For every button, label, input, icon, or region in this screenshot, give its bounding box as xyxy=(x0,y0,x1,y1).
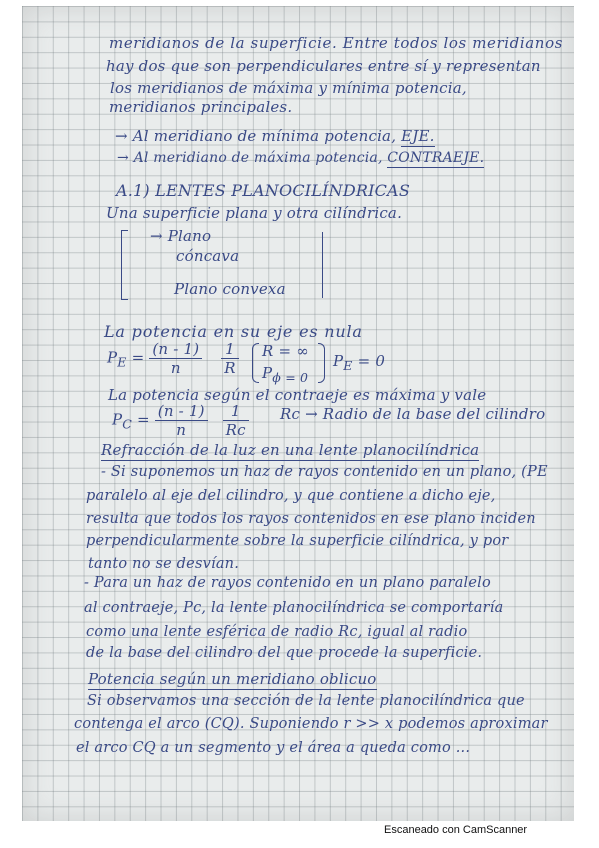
text-line: La potencia en su eje es nula xyxy=(104,322,363,341)
subheading-potencia-oblicuo: Potencia según un meridiano oblicuo xyxy=(88,670,377,688)
fraction: $\frac{1}{R}$ xyxy=(221,340,239,377)
text-line: cóncava xyxy=(176,247,240,265)
emphasis-eje: EJE. xyxy=(401,127,435,145)
text-line: los meridianos de máxima y mínima potencia, xyxy=(110,79,467,97)
formula-note: Rc → Radio de la base del cilindro xyxy=(280,405,546,423)
fraction: $\frac{(n - 1)}{n}$ xyxy=(149,340,202,377)
formula-eje: $P_E$ = $\frac{(n - 1)}{n}$ $\frac{1}{R}$ xyxy=(107,340,239,377)
formula-sub: E xyxy=(117,354,127,370)
text-line: de la base del cilindro del que procede la superficie. xyxy=(86,645,483,661)
lens-diagram-bracket xyxy=(121,230,128,300)
text-line: tanto no se desvían. xyxy=(88,556,240,572)
text-line: al contraeje, Pc, la lente planocilíndrica se comportaría xyxy=(84,600,504,616)
scanner-footer: Escaneado con CamScanner xyxy=(384,824,528,836)
text-line: Plano convexa xyxy=(174,280,286,298)
text-line: resulta que todos los rayos contenidos en ese plano inciden xyxy=(86,511,536,527)
text-line: Si observamos una sección de la lente planocilíndrica que xyxy=(87,693,525,709)
fraction: $\frac{1}{Rc}$ xyxy=(223,402,249,439)
text-span: → Al meridiano de máxima potencia, xyxy=(117,150,383,166)
text-line: como una lente esférica de radio Rc, igual al radio xyxy=(86,624,468,640)
text-line: paralelo al eje del cilindro, y que contiene a dicho eje, xyxy=(86,488,496,504)
text-line xyxy=(117,150,484,166)
lens-diagram-line xyxy=(322,232,323,298)
formula-result: $P_E = 0$ xyxy=(333,352,386,373)
text-line: - Para un haz de rayos contenido en un plano paralelo xyxy=(84,575,491,591)
formula-lhs: P xyxy=(107,348,118,367)
text-line: meridianos principales. xyxy=(109,98,293,116)
text-line: Una superficie plana y otra cilíndrica. xyxy=(106,204,403,222)
text-line xyxy=(115,127,435,145)
text-line: meridianos de la superficie. Entre todos los meridianos xyxy=(109,34,563,52)
brace-right xyxy=(318,343,325,383)
formula-contraeje: $P_C$ = $\frac{(n - 1)}{n}$ $\frac{1}{Rc}$ xyxy=(112,402,249,439)
emphasis-contraeje: CONTRAEJE. xyxy=(387,150,485,166)
brace-left xyxy=(252,343,259,383)
text-line: - Si suponemos un haz de rayos contenido en un plano, (PE xyxy=(101,464,548,480)
text-span: → Al meridiano de mínima potencia, xyxy=(115,127,397,145)
formula-case: $P_{\phi = 0}$ xyxy=(262,364,309,385)
text-line: hay dos que son perpendiculares entre sí y representan xyxy=(106,57,541,75)
text-line: → Plano xyxy=(150,227,212,245)
subheading-refraccion: Refracción de la luz en una lente planocilíndrica xyxy=(101,441,480,459)
text-line: La potencia según el contraeje es máxima y vale xyxy=(108,386,487,404)
text-line: perpendicularmente sobre la superficie cilíndrica, y por xyxy=(86,533,509,549)
formula-case: R = ∞ xyxy=(262,342,309,360)
section-heading: A.1) LENTES PLANOCILÍNDRICAS xyxy=(116,181,410,200)
text-line: contenga el arco (CQ). Suponiendo r >> x podemos aproximar xyxy=(74,716,548,732)
fraction: $\frac{(n - 1)}{n}$ xyxy=(155,402,208,439)
text-line: el arco CQ a un segmento y el área a queda como ... xyxy=(76,740,471,756)
